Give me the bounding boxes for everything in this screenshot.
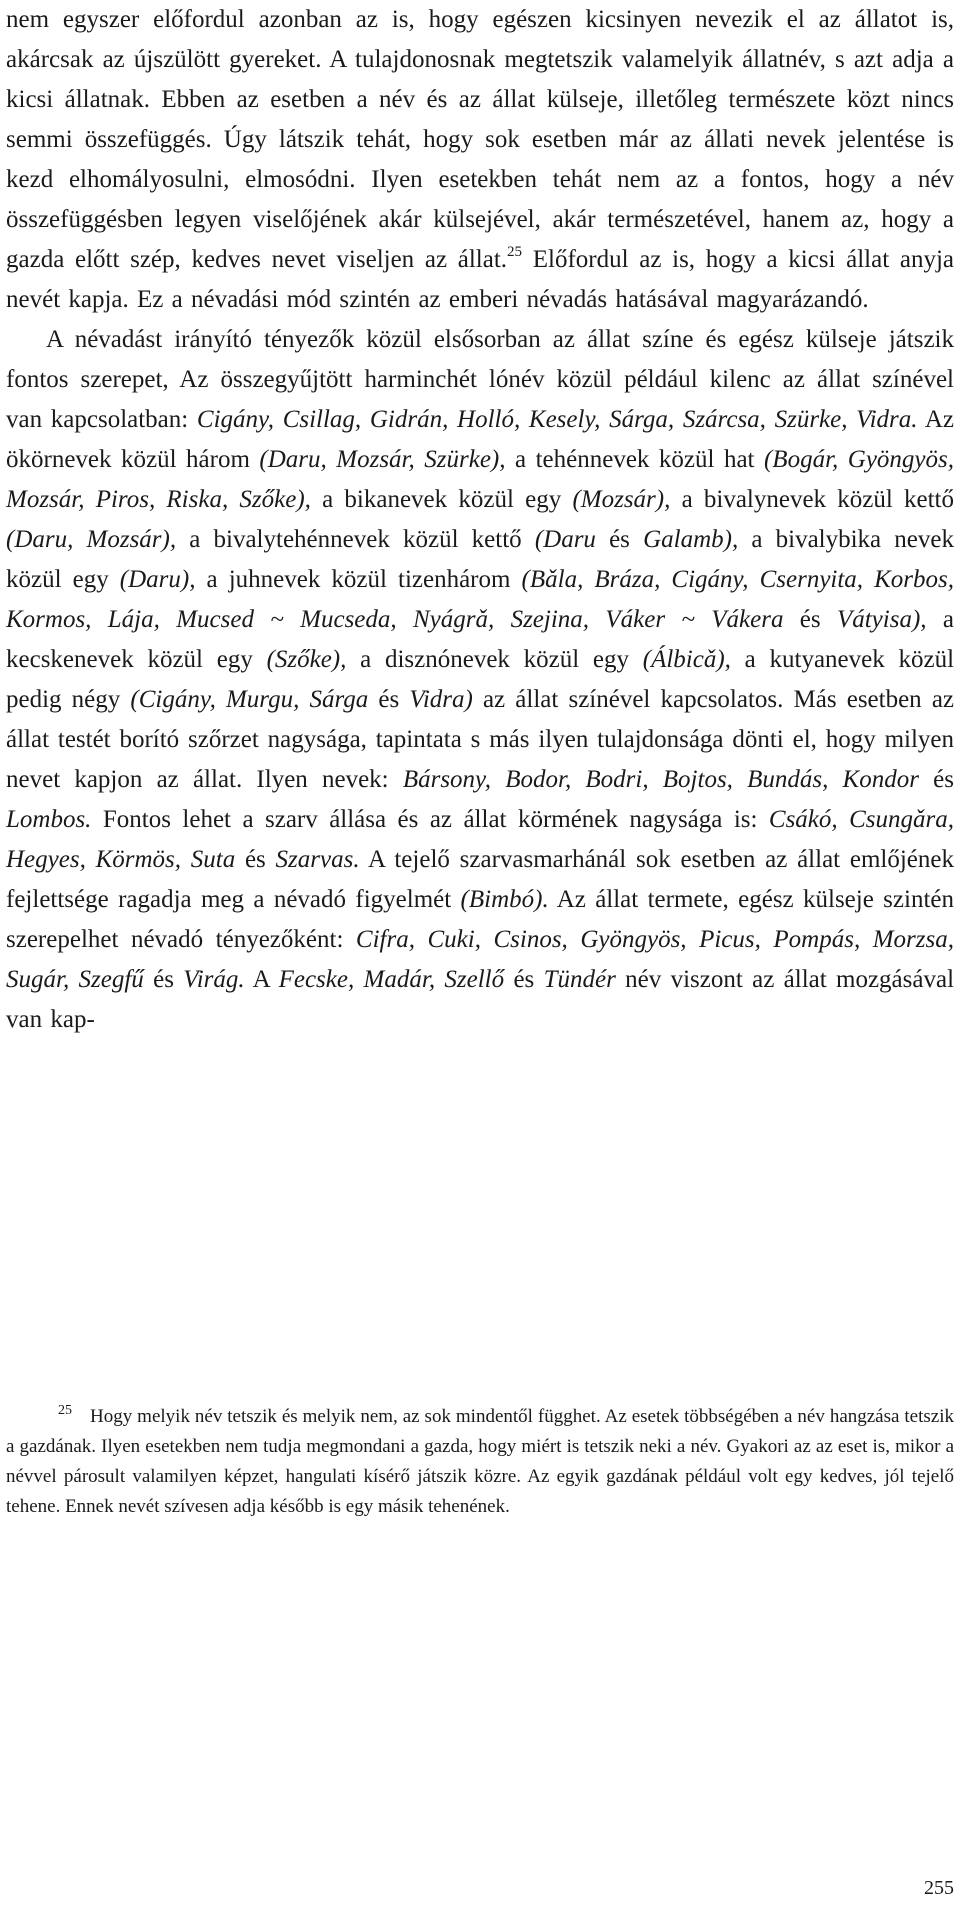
footnote-text: $^{25}$ Hogy melyik név tetszik és melyik nem, az sok mindentől függhet. Az esetek többségében a név hangzása tetszik a gazdának. Ilyen esetekben nem tudja megmondani a gazda, hogy miért is tetszik neki a név. Gyakori az az eset is, mikor a névvel párosult valamilyen képzet, hangulati kísérő játszik közre. Az egyik gazdának például volt egy kedves, jól tejelő tehene. Ennek nevét szívesen adja később is egy másik tehenének.: [6, 1403, 954, 1517]
paragraph-1: nem egyszer előfordul azonban az is, hogy egészen kicsinyen nevezik el az állatot is, akárcsak az újszülött gyereket. A tulajdonosnak megtetszik valamelyik állatnév, s azt adja a kicsi állatnak. Ebben az esetben a név és az állat külseje, illetőleg természete közt nincs semmi összefüggés. Úgy látszik tehát, hogy sok esetben már az állati nevek jelentése is kezd elhomályosulni, elmosódni. Ilyen esetekben tehát nem az a fontos, hogy a név összefüggésben legyen viselőjének akár külsejével, akár természetével, hanem az, hogy a gazda előtt szép, kedves nevet viseljen az állat.$^{25}$ Előfordul az is, hogy a kicsi állat anyja nevét kapja. Ez a névadási mód szintén az emberi névadás hatásával magyarázandó.: [6, 6, 954, 313]
paragraph-2: A névadást irányító tényezők közül elsősorban az állat színe és egész külseje játszik fontos szerepet, Az összegyűjtött harminchét lónév közül például kilenc az állat színével van kapcsolatban: Cigány, Csillag, Gidrán, Holló, Kesely, Sárga, Szárcsa, Szürke, Vidra. Az ökörnevek közül három (Daru, Mozsár, Szürke), a tehénnevek közül hat (Bogár, Gyöngyös, Mozsár, Piros, Riska, Szőke), a bikanevek közül egy (Mozsár), a bivalynevek közül kettő (Daru, Mozsár), a bivalytehénnevek közül kettő (Daru és Galamb), a bivalybika nevek közül egy (Daru), a juhnevek közül tizenhárom (Bǎla, Bráza, Cigány, Csernyita, Korbos, Kormos, Lája, Mucsed ~ Mucseda, Nyágrǎ, Szejina, Váker ~ Vákera és Vátyisa), a kecskenevek közül egy (Szőke), a disznónevek közül egy (Álbicǎ), a kutyanevek közül pedig négy (Cigány, Murgu, Sárga és Vidra) az állat színével kapcsolatos. Más esetben az állat testét borító szőrzet nagysága, tapintata s más ilyen tulajdonsága dönti el, hogy milyen nevet kapjon az állat. Ilyen nevek: Bársony, Bodor, Bodri, Bojtos, Bundás, Kondor és Lombos. Fontos lehet a szarv állása és az állat körmének nagysága is: Csákó, Csungǎra, Hegyes, Körmös, Suta és Szarvas. A tejelő szarvasmarhánál sok esetben az állat emlőjének fejlettsége ragadja meg a névadó figyelmét (Bimbó). Az állat termete, egész külseje szintén szerepelhet névadó tényezőként: Cifra, Cuki, Csinos, Gyöngyös, Picus, Pompás, Morzsa, Sugár, Szegfű és Virág. A Fecske, Madár, Szellő és Tündér név viszont az állat mozgásával van kap-: [6, 326, 955, 1033]
footnote: [6, 1402, 954, 1522]
footnote-reference[interactable]: 25: [507, 244, 523, 260]
body-text: [6, 0, 954, 1040]
footnote-number: 25: [58, 1403, 72, 1418]
page-number: 255: [924, 1877, 954, 1899]
document-page: [6, 0, 955, 1517]
